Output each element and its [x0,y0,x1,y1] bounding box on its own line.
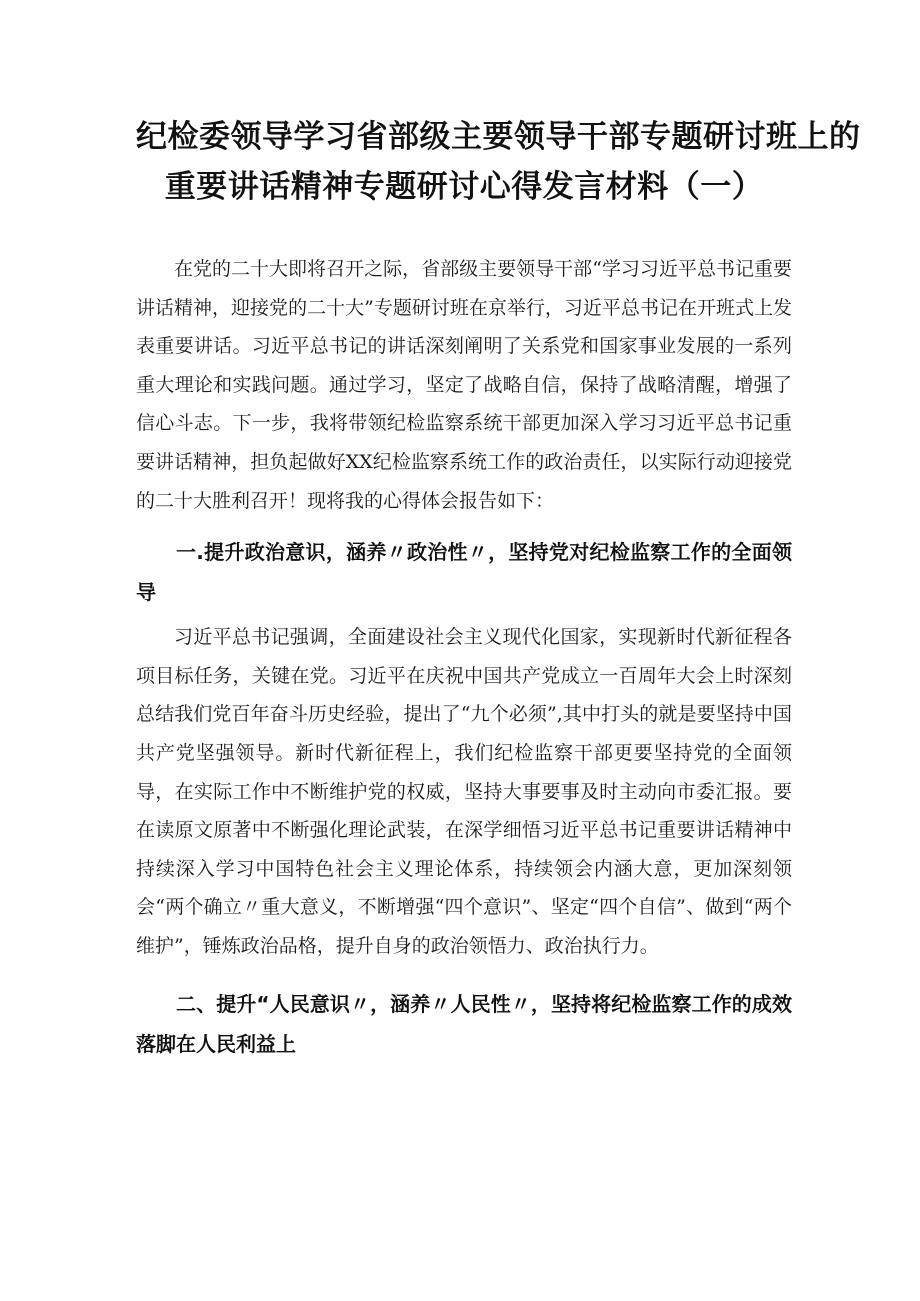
document-title-line-1: 纪检委领导学习省部级主要领导干部专题研讨班上的 [136,119,861,155]
document-title [136,112,861,212]
intro-paragraph: 在党的二十大即将召开之际，省部级主要领导干部“学习习近平总书记重要讲话精神，迎接党的二十大”专题研讨班在京举行，习近平总书记在开班式上发表重要讲话。习近平总书记的讲话深刻阐明了关系党和国家事业发展的一系列重大理论和实践问题。通过学习，坚定了战略自信，保持了战略清醒，增强了信心斗志。下一步，我将带领纪检监察系统干部更加深入学习习近平总书记重要讲话精神，担负起做好XX纪检监察系统工作的政治责任，以实际行动迎接党的二十大胜利召开！现将我的心得体会报告如下： [136,258,792,512]
section-1-paragraph: 习近平总书记强调，全面建设社会主义现代化国家，实现新时代新征程各项目标任务，关键在党。习近平在庆祝中国共产党成立一百周年大会上时深刻总结我们党百年奋斗历史经验，提出了“九个必须”,其中打头的就是要坚持中国共产党坚强领导。新时代新征程上，我们纪检监察干部更要坚持党的全面领导，在实际工作中不断维护党的权威，坚持大事要事及时主动向市委汇报。要在读原文原著中不断强化理论武装，在深学细悟习近平总书记重要讲话精神中持续深入学习中国特色社会主义理论体系，持续领会内涵大意，更加深刻领会“两个确立〃重大意义，不断增强“四个意识”、坚定“四个自信”、做到“两个维护”，锤炼政治品格，提升自身的政治领悟力、政治执行力。 [136,626,792,957]
document-title-line-2: 重要讲话精神专题研讨心得发言材料（一） [164,169,764,205]
section-1-heading: 一.提升政治意识，涵养〃政治性〃，坚持党对纪检监察工作的全面领导 [136,540,792,605]
section-2-heading: 二、提升“人民意识〃，涵养〃人民性〃，坚持将纪检监察工作的成效落脚在人民利益上 [136,991,792,1056]
